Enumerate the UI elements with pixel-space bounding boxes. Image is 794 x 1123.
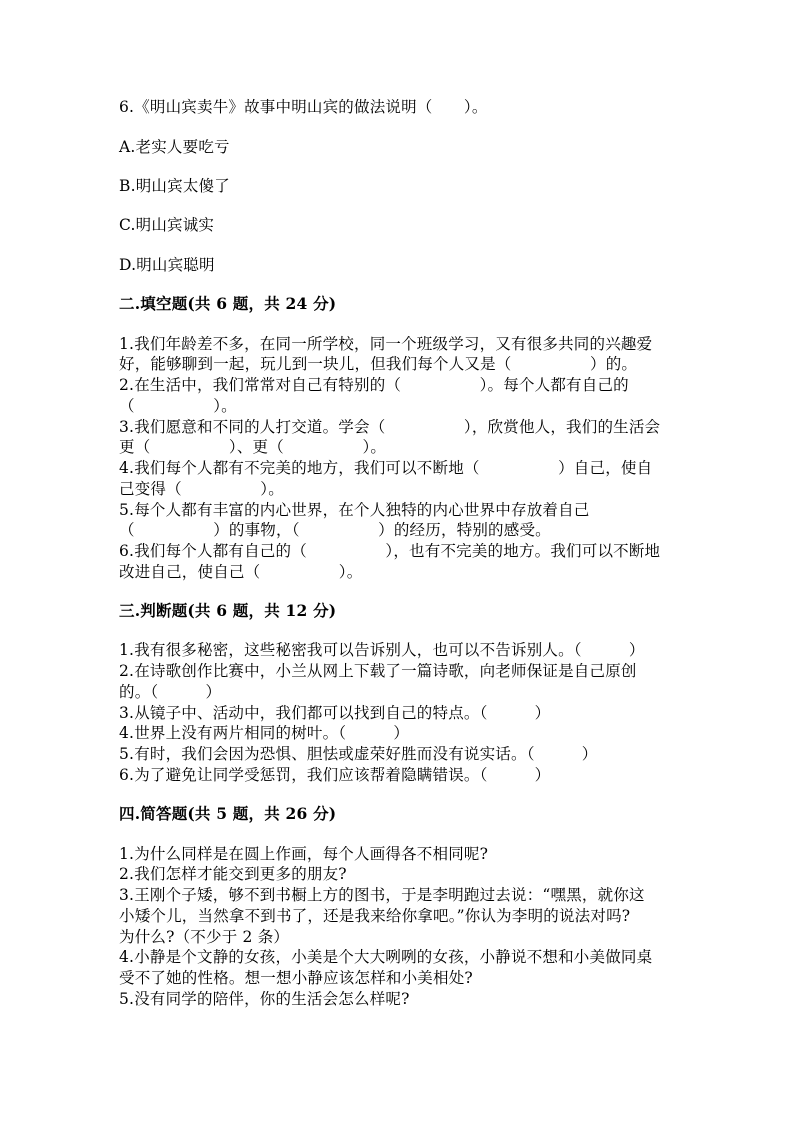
short-line: 5.没有同学的陪伴，你的生活会怎么样呢? (119, 990, 410, 1008)
fill-line: 更（ ）、更（ ）。 (119, 438, 387, 456)
short-section-heading: 四.简答题(共 5 题，共 26 分) (119, 804, 337, 823)
short-line: 3.王刚个子矮，够不到书橱上方的图书，于是李明跑过去说：“嘿黑，就你这 (119, 886, 645, 904)
short-line: 为什么?（不少于 2 条） (119, 928, 290, 946)
fill-line: 6.我们每个人都有自己的（ ），也有不完美的地方。我们可以不断地 (119, 542, 661, 560)
short-line: 2.我们怎样才能交到更多的朋友? (119, 865, 347, 883)
fill-line: （ ）的事物，（ ）的经历，特别的感受。 (119, 521, 551, 539)
fill-line: （ ）。 (119, 397, 237, 415)
fill-line: 好，能够聊到一起，玩儿到一块儿，但我们每个人又是（ ）的。 (119, 355, 638, 373)
fill-line: 己变得（ ）。 (119, 480, 284, 498)
fill-line: 5.每个人都有丰富的内心世界，在个人独特的内心世界中存放着自己 (119, 501, 590, 519)
fill-section-heading: 二.填空题(共 6 题，共 24 分) (119, 294, 337, 313)
option-b: B.明山宾太傻了 (119, 177, 230, 195)
fill-line: 1.我们年龄差不多，在同一所学校，同一个班级学习，又有很多共同的兴趣爱 (119, 335, 653, 353)
short-line: 受不了她的性格。想一想小静应该怎样和小美相处? (119, 969, 473, 987)
short-line: 小矮个儿，当然拿不到书了，还是我来给你拿吧。”你认为李明的说法对吗? (119, 907, 631, 925)
judge-line: 的。（ ） (119, 683, 222, 701)
judge-line: 6.为了避免让同学受惩罚，我们应该帮着隐瞒错误。（ ） (119, 766, 551, 784)
short-line: 4.小静是个文静的女孩，小美是个大大咧咧的女孩，小静说不想和小美做同桌 (119, 948, 653, 966)
judge-line: 1.我有很多秘密，这些秘密我可以告诉别人，也可以不告诉别人。（ ） (119, 641, 645, 659)
fill-line: 4.我们每个人都有不完美的地方，我们可以不断地（ ）自己，使自 (119, 459, 653, 477)
short-line: 1.为什么同样是在圆上作画，每个人画得各不相同呢? (119, 845, 489, 863)
judge-line: 2.在诗歌创作比赛中，小兰从网上下载了一篇诗歌，向老师保证是自己原创 (119, 662, 637, 680)
judge-line: 4.世界上没有两片相同的树叶。（ ） (119, 724, 410, 742)
judge-line: 5.有时，我们会因为恐惧、胆怯或虚荣好胜而没有说实话。（ ） (119, 745, 598, 763)
judge-line: 3.从镜子中、活动中，我们都可以找到自己的特点。（ ） (119, 704, 551, 722)
option-a: A.老实人要吃亏 (119, 138, 230, 156)
judge-section-heading: 三.判断题(共 6 题，共 12 分) (119, 601, 337, 620)
question-6-text: 6.《明山宾卖牛》故事中明山宾的做法说明（ ）。 (119, 98, 488, 116)
option-c: C.明山宾诚实 (119, 216, 215, 234)
fill-line: 改进自己，使自己（ ）。 (119, 563, 363, 581)
fill-line: 3.我们愿意和不同的人打交道。学会（ ），欣赏他人，我们的生活会 (119, 418, 661, 436)
option-d: D.明山宾聪明 (119, 256, 215, 274)
fill-line: 2.在生活中，我们常常对自己有特别的（ ）。每个人都有自己的 (119, 376, 629, 394)
